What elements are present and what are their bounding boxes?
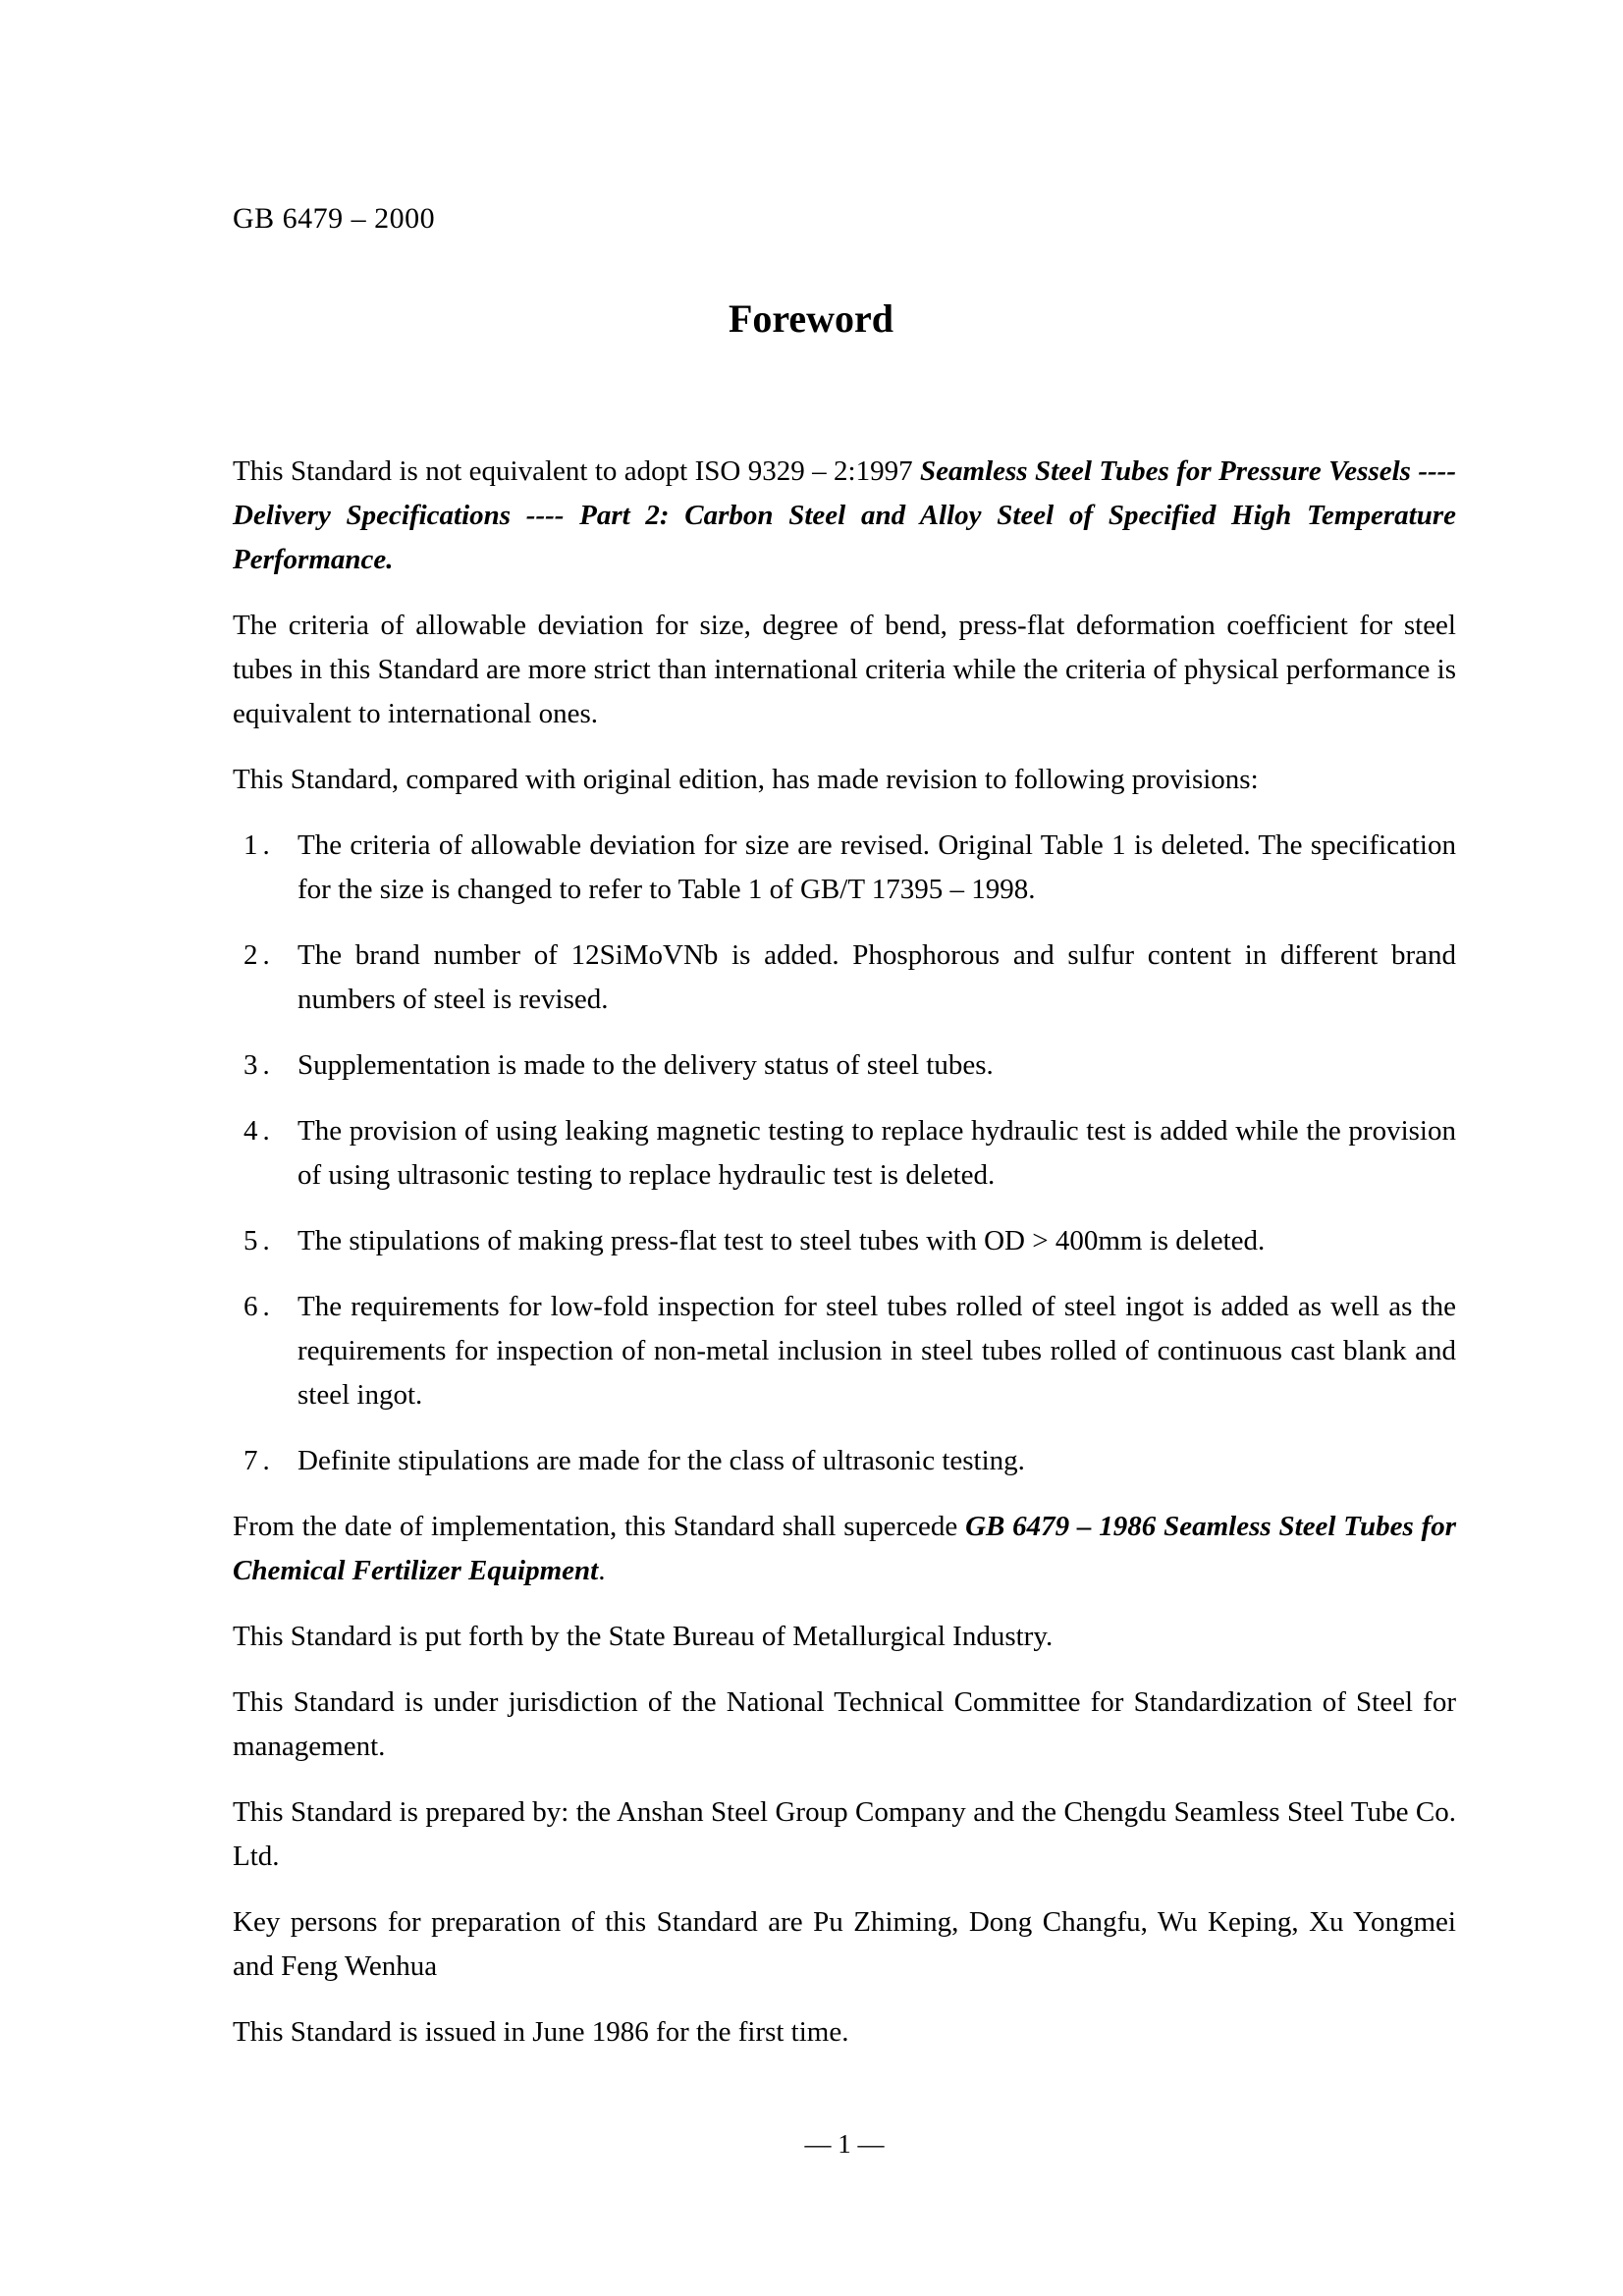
body-text: Supplementation is made to the delivery status of steel tubes. (298, 1048, 994, 1081)
paragraph (233, 1505, 1456, 1593)
body-text: The criteria of allowable deviation for size, degree of bend, press-flat deformation coefficient for steel tubes in this Standard are more strict than international criteria while the criteria of physical performance is equivalent to international ones. (233, 609, 1456, 729)
list-item-text (298, 1049, 994, 1081)
paragraph (233, 1900, 1456, 1989)
body-text: The brand number of 12SiMoVNb is added. Phosphorous and sulfur content in different brand numbers of steel is revised. (298, 938, 1456, 1015)
body-text: From the date of implementation, this Standard shall supercede (233, 1510, 966, 1542)
body-text: This Standard, compared with original edition, has made revision to following provisions: (233, 763, 1259, 795)
paragraph (233, 604, 1456, 736)
list-item (233, 1043, 1456, 1088)
body-text: The criteria of allowable deviation for size are revised. Original Table 1 is deleted. The specification for the size is changed to refer to Table 1 of GB/T 17395 – 1998. (298, 828, 1456, 905)
standard-number: GB 6479 – 2000 (233, 202, 436, 235)
list-item-number: 6. (243, 1290, 275, 1322)
document-body (233, 369, 1456, 2055)
paragraph (233, 1615, 1456, 1659)
list-item (233, 1439, 1456, 1483)
list-item-number: 4. (243, 1114, 275, 1147)
list-item-number: 2. (243, 938, 275, 971)
paragraph (233, 1790, 1456, 1879)
list-item (233, 1109, 1456, 1198)
body-text: Definite stipulations are made for the class of ultrasonic testing. (298, 1444, 1025, 1476)
page-number: — 1 — (804, 2129, 885, 2159)
emphasis-text: Seamless Steel Tubes for Pressure Vessels ---- Delivery Specifications ---- Part 2: Carbon Steel and Alloy Steel of Specified High Temperature Performance. (233, 454, 1456, 575)
list-item (233, 934, 1456, 1022)
page-title: Foreword (728, 296, 894, 341)
body-text: This Standard is under jurisdiction of the National Technical Committee for Standardization of Steel for management. (233, 1685, 1456, 1762)
list-item-number: 1. (243, 828, 275, 861)
body-text: . (598, 1554, 606, 1586)
list-item-text (298, 1225, 1265, 1256)
list-item-number: 3. (243, 1048, 275, 1081)
emphasis-text: GB 6479 – 1986 Seamless Steel Tubes for Chemical Fertilizer Equipment (233, 1510, 1456, 1586)
list-item-text (298, 829, 1456, 905)
list-item (233, 1285, 1456, 1417)
paragraph (233, 1681, 1456, 1769)
list-item-number: 5. (243, 1224, 275, 1256)
list-item (233, 824, 1456, 912)
body-text: This Standard is put forth by the State Bureau of Metallurgical Industry. (233, 1620, 1054, 1652)
body-text: The provision of using leaking magnetic testing to replace hydraulic test is added while the provision of using ultrasonic testing to replace hydraulic test is deleted. (298, 1114, 1456, 1191)
paragraph (233, 758, 1456, 802)
body-text: Key persons for preparation of this Standard are Pu Zhiming, Dong Changfu, Wu Keping, Xu Yongmei and Feng Wenhua (233, 1905, 1456, 1982)
body-text: This Standard is prepared by: the Anshan Steel Group Company and the Chengdu Seamless Steel Tube Co. Ltd. (233, 1795, 1456, 1872)
list-item-text (298, 1445, 1025, 1476)
body-text: This Standard is issued in June 1986 for the first time. (233, 2015, 849, 2048)
list-item-text (298, 1115, 1456, 1191)
list-item (233, 1219, 1456, 1263)
list-item-text (298, 1291, 1456, 1411)
paragraph (233, 2010, 1456, 2055)
body-text: The stipulations of making press-flat test to steel tubes with OD > 400mm is deleted. (298, 1224, 1266, 1256)
paragraph (233, 450, 1456, 582)
list-item-number: 7. (243, 1444, 275, 1476)
body-text: The requirements for low-fold inspection for steel tubes rolled of steel ingot is added as well as the requirements for inspection of non-metal inclusion in steel tubes rolled of continuous cast blank and steel ingot. (298, 1290, 1456, 1411)
body-text: This Standard is not equivalent to adopt ISO 9329 – 2:1997 (233, 454, 921, 487)
list-item-text (298, 939, 1456, 1015)
